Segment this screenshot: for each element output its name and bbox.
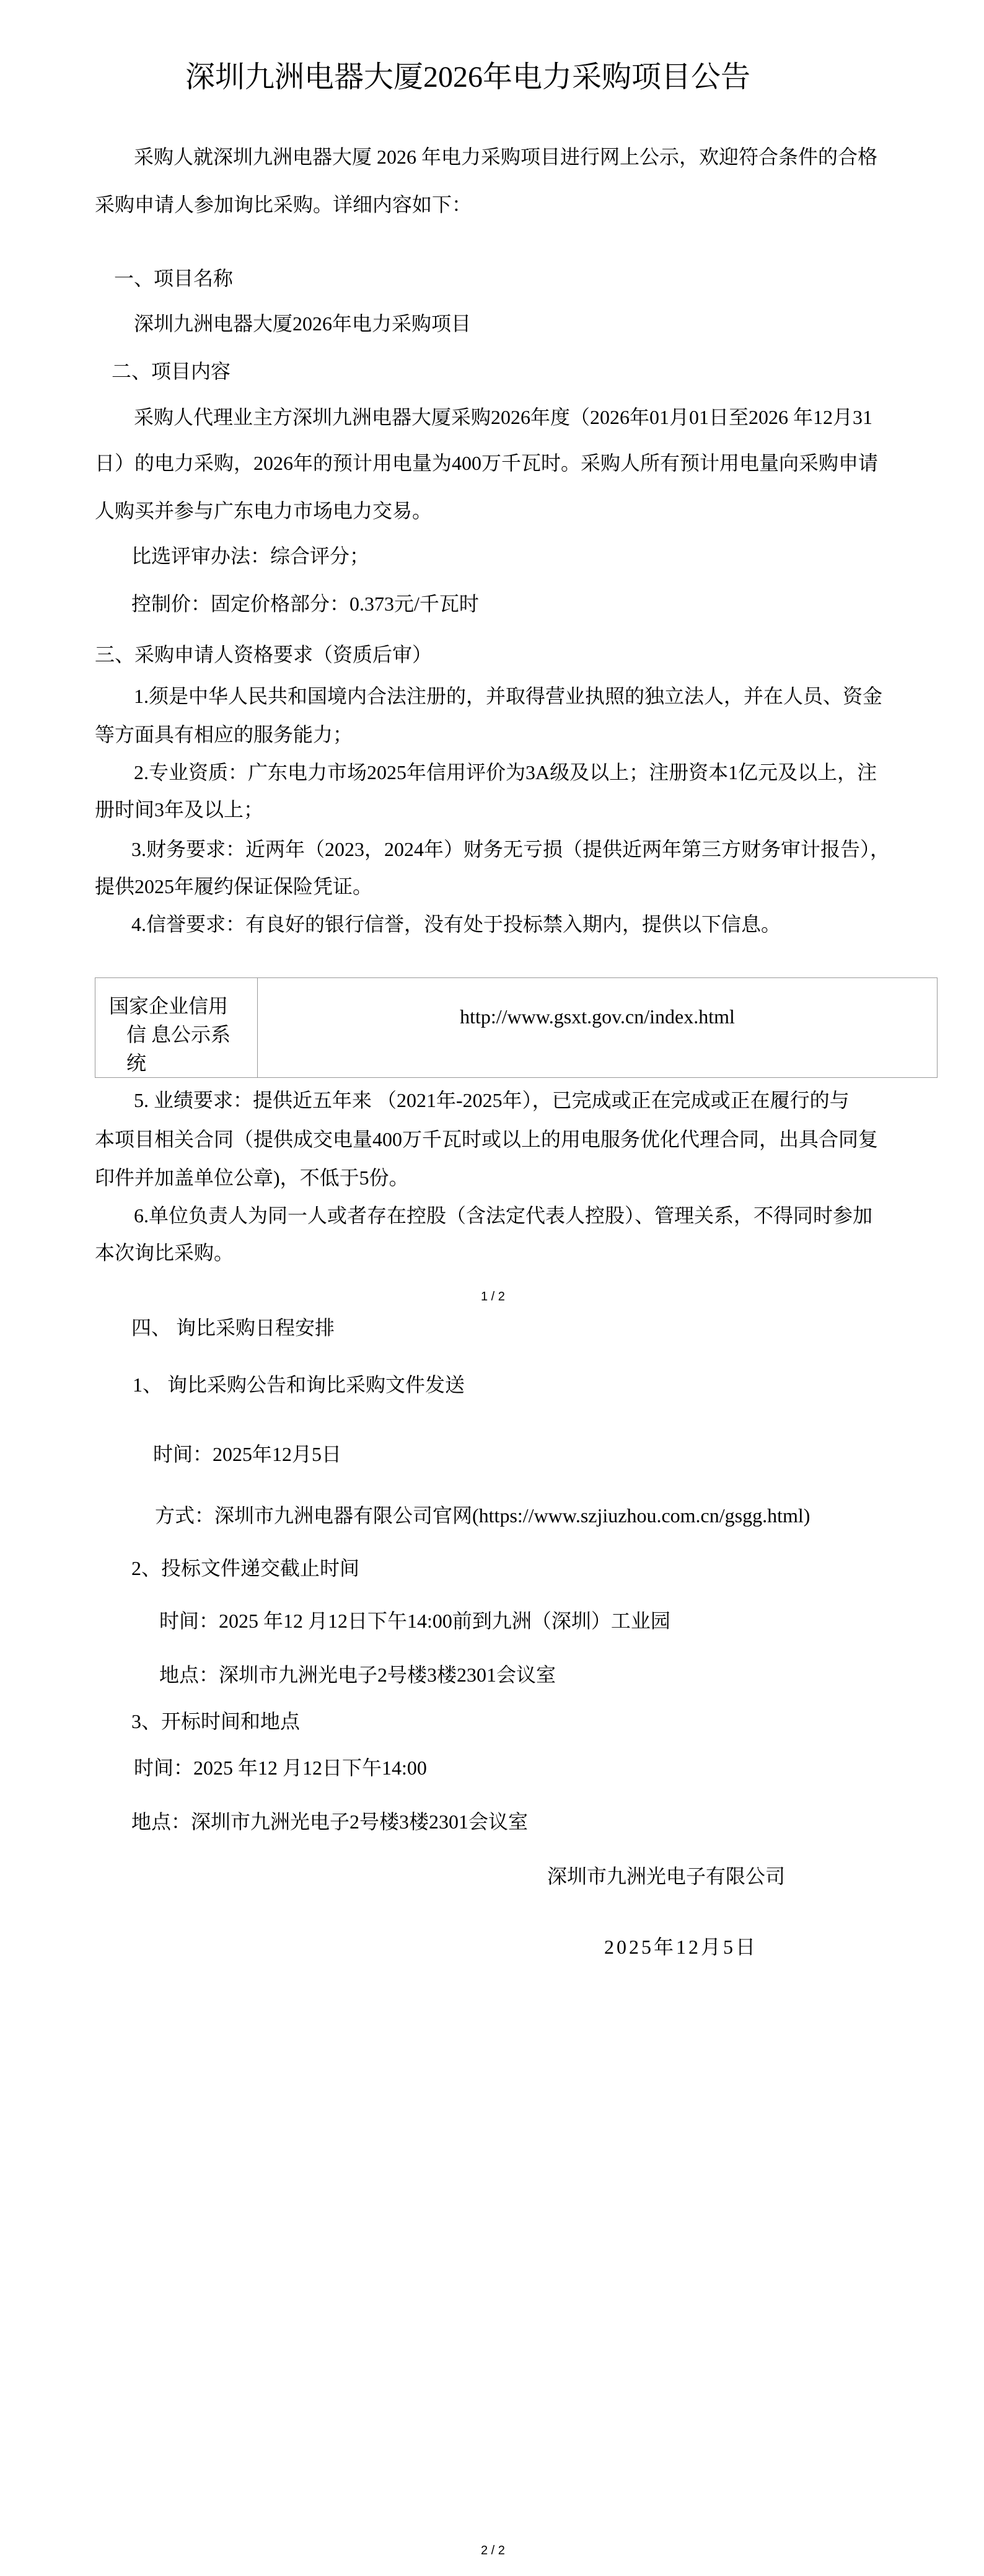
schedule-method: 方式：深圳市九洲电器有限公司官网(https://www.szjiuzhou.com.cn/gsgg.html) bbox=[155, 1504, 810, 1527]
requirement-line: 等方面具有相应的服务能力； bbox=[95, 723, 353, 746]
schedule-time: 时间：2025年12月5日 bbox=[153, 1443, 342, 1465]
schedule-place: 地点：深圳市九洲光电子2号楼3楼2301会议室 bbox=[159, 1664, 556, 1686]
schedule-place: 地点：深圳市九洲光电子2号楼3楼2301会议室 bbox=[131, 1811, 529, 1833]
label-line: 统 bbox=[126, 1052, 147, 1074]
requirement-line: 提供2025年履约保证保险凭证。 bbox=[95, 875, 373, 898]
content-line: 人购买并参与广东电力市场电力交易。 bbox=[95, 500, 433, 522]
requirement-line: 印件并加盖单位公章)，不低于5份。 bbox=[95, 1167, 409, 1189]
credit-info-table bbox=[95, 977, 938, 1078]
schedule-time: 时间：2025 年12 月12日下午14:00 bbox=[134, 1757, 427, 1779]
intro-line: 采购人就深圳九洲电器大厦 2026 年电力采购项目进行网上公示，欢迎符合条件的合格 bbox=[134, 146, 878, 168]
section-heading: 二、项目内容 bbox=[112, 360, 231, 382]
section-heading: 一、项目名称 bbox=[114, 267, 234, 289]
intro-line: 采购申请人参加询比采购。详细内容如下： bbox=[95, 193, 472, 216]
section-heading: 四、 询比采购日程安排 bbox=[131, 1317, 335, 1339]
evaluation-method: 比选评审办法：综合评分； bbox=[131, 545, 370, 567]
requirement-line: 5. 业绩要求：提供近五年来 （2021年-2025年），已完成或正在完成或正在履行的与 bbox=[134, 1089, 850, 1111]
page-number: 1 / 2 bbox=[481, 1290, 505, 1303]
signature-date: 2025年12月5日 bbox=[604, 1936, 758, 1958]
requirement-line: 册时间3年及以上； bbox=[95, 798, 264, 821]
page-number: 2 / 2 bbox=[481, 2544, 505, 2557]
requirement-line: 2.专业资质：广东电力市场2025年信用评价为3A级及以上；注册资本1亿元及以上，注 bbox=[134, 761, 877, 783]
gsxt-link[interactable]: http://www.gsxt.gov.cn/index.html bbox=[460, 1005, 735, 1028]
table-url-cell[interactable] bbox=[258, 978, 937, 1077]
page-title: 深圳九洲电器大厦2026年电力采购项目公告 bbox=[185, 61, 750, 94]
requirement-line: 本次询比采购。 bbox=[95, 1242, 234, 1264]
requirement-line: 本项目相关合同（提供成交电量400万千瓦时或以上的用电服务优化代理合同，出具合同复 bbox=[95, 1128, 879, 1150]
control-price: 控制价：固定价格部分：0.373元/千瓦时 bbox=[131, 593, 479, 615]
label-line: 信 息公示系 bbox=[126, 1023, 231, 1046]
signature-company: 深圳市九洲光电子有限公司 bbox=[547, 1865, 786, 1887]
requirement-line: 4.信誉要求：有良好的银行信誉，没有处于投标禁入期内，提供以下信息。 bbox=[131, 913, 781, 935]
project-name: 深圳九洲电器大厦2026年电力采购项目 bbox=[134, 312, 472, 335]
table-label-cell bbox=[95, 978, 258, 1077]
schedule-heading: 1、 询比采购公告和询比采购文件发送 bbox=[133, 1374, 465, 1396]
label-line: 国家企业信用 bbox=[109, 995, 229, 1017]
content-line: 日）的电力采购，2026年的预计用电量为400万千瓦时。采购人所有预计用电量向采购申请 bbox=[95, 452, 879, 474]
schedule-time: 时间：2025 年12 月12日下午14:00前到九洲（深圳）工业园 bbox=[159, 1610, 670, 1632]
section-heading: 三、采购申请人资格要求（资质后审） bbox=[95, 643, 433, 666]
schedule-heading: 3、开标时间和地点 bbox=[131, 1710, 301, 1732]
requirement-line: 1.须是中华人民共和国境内合法注册的，并取得营业执照的独立法人，并在人员、资金 bbox=[134, 685, 883, 707]
requirement-line: 6.单位负责人为同一人或者存在控股（含法定代表人控股）、管理关系，不得同时参加 bbox=[134, 1204, 873, 1227]
schedule-heading: 2、投标文件递交截止时间 bbox=[131, 1557, 360, 1579]
content-line: 采购人代理业主方深圳九洲电器大厦采购2026年度（2026年01月01日至2026 年12月31 bbox=[134, 406, 873, 428]
requirement-line: 3.财务要求：近两年（2023，2024年）财务无亏损（提供近两年第三方财务审计报告）， bbox=[131, 838, 890, 860]
